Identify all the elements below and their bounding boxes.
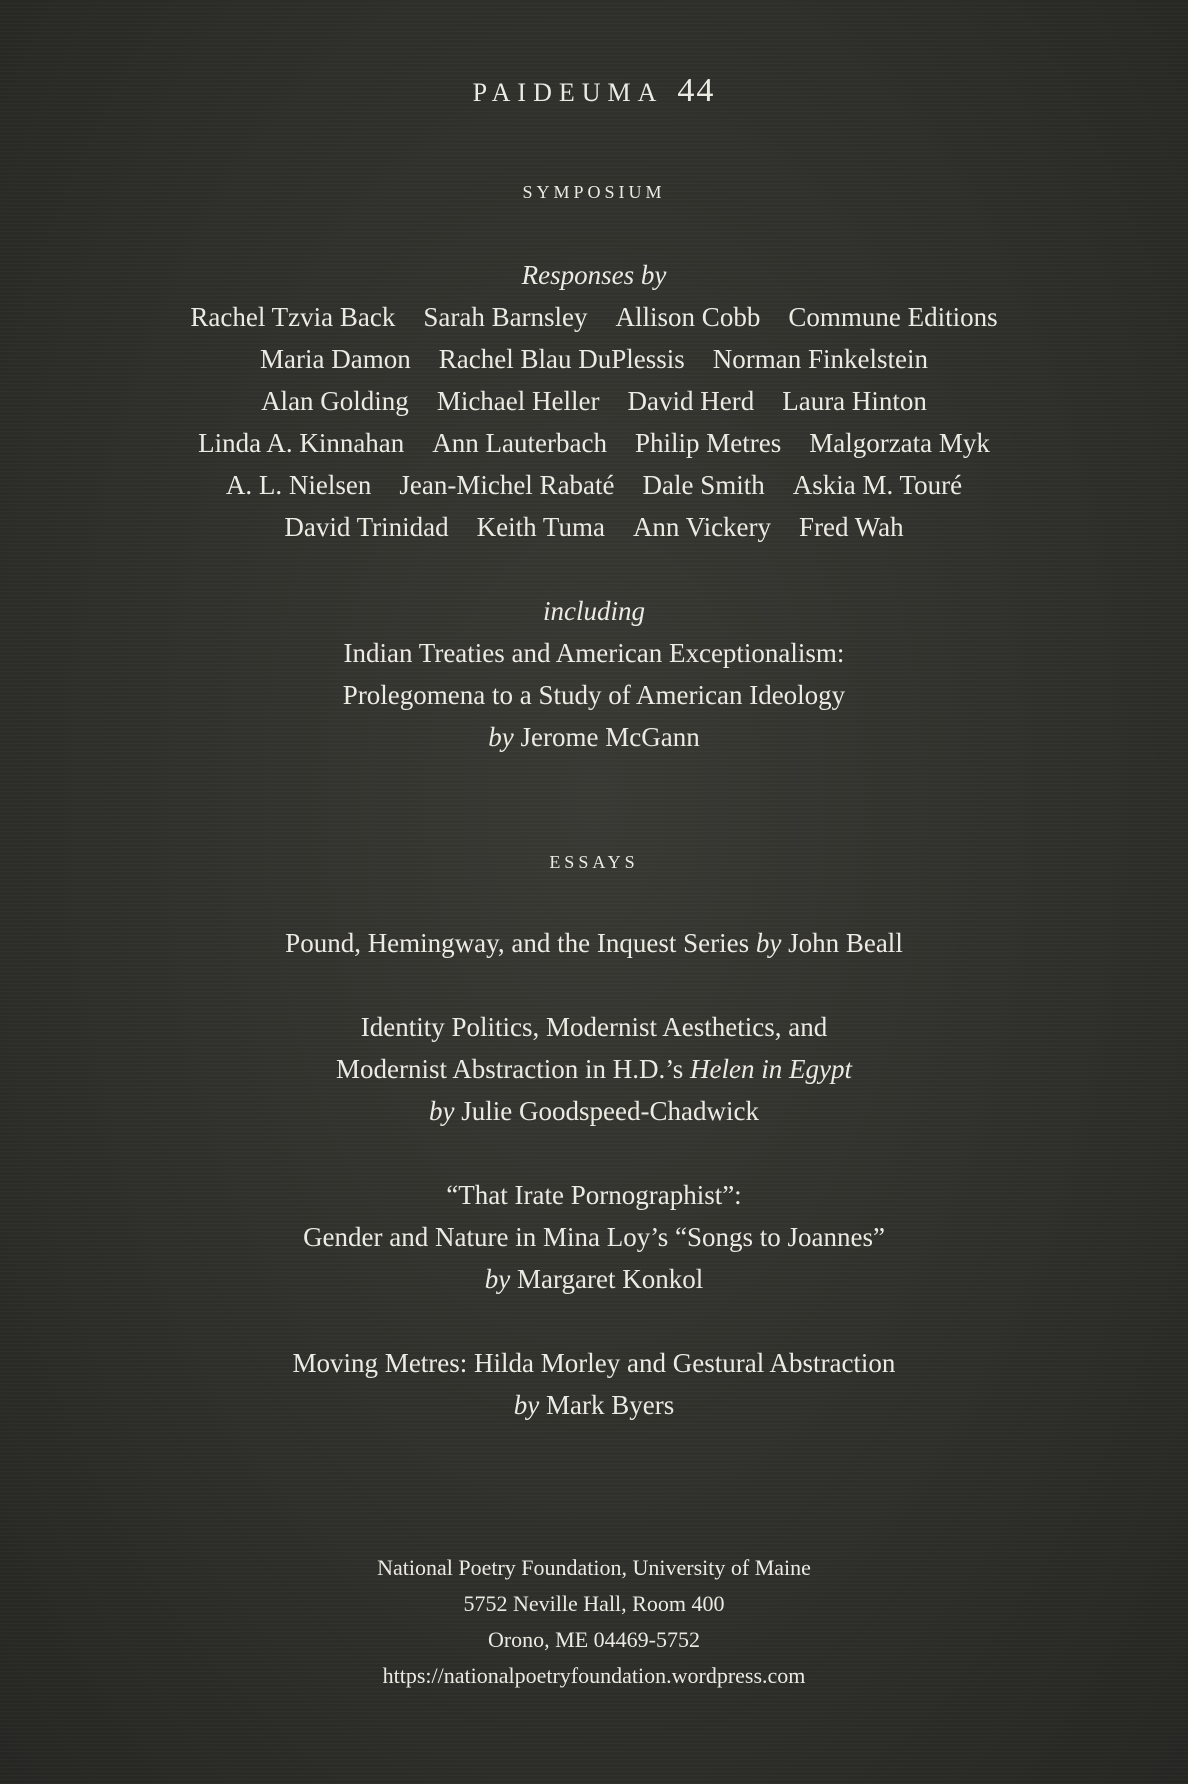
by-label: by <box>484 1264 511 1294</box>
publisher-address: 5752 Neville Hall, Room 400 <box>463 1591 725 1616</box>
essay-byline <box>0 1090 1188 1132</box>
essay-title-line <box>0 1048 1188 1090</box>
respondent-name: Askia M. Touré <box>792 470 963 500</box>
respondent-name: Allison Cobb <box>615 302 761 332</box>
journal-masthead <box>0 72 1188 110</box>
featured-article <box>0 590 1188 758</box>
symposium-heading: SYMPOSIUM <box>522 182 666 202</box>
feature-byline <box>0 716 1188 758</box>
respondent-name: Philip Metres <box>634 428 782 458</box>
respondent-name: A. L. Nielsen <box>225 470 372 500</box>
by-label: by <box>755 928 782 958</box>
essay-title-italic: Helen in Egypt <box>690 1054 852 1084</box>
respondent-name: Rachel Blau DuPlessis <box>438 344 685 374</box>
essay-entry <box>0 1174 1188 1300</box>
essay-entry <box>0 1342 1188 1426</box>
respondent-name: Alan Golding <box>261 386 409 416</box>
respondent-name: David Herd <box>627 386 755 416</box>
respondent-name: Commune Editions <box>788 302 998 332</box>
author-name: Mark Byers <box>546 1390 675 1420</box>
respondent-name: David Trinidad <box>284 512 449 542</box>
essay-byline <box>0 1384 1188 1426</box>
responses-section <box>0 254 1188 548</box>
respondent-name: Maria Damon <box>260 344 411 374</box>
essay-title-line: Gender and Nature in Mina Loy’s “Songs to Joannes” <box>303 1222 885 1252</box>
respondent-name: Fred Wah <box>799 512 904 542</box>
essay-title: Pound, Hemingway, and the Inquest Series <box>285 928 750 958</box>
essay-entry <box>0 922 1188 964</box>
respondent-row <box>0 338 1188 380</box>
respondent-row <box>0 506 1188 548</box>
respondent-name: Linda A. Kinnahan <box>198 428 405 458</box>
author-name: Jerome McGann <box>520 722 700 752</box>
by-label: by <box>488 722 514 752</box>
essay-title-line: Moving Metres: Hilda Morley and Gestural Abstraction <box>292 1348 896 1378</box>
by-label: by <box>429 1096 455 1126</box>
publisher-url: https://nationalpoetryfoundation.wordpress.com <box>382 1663 806 1688</box>
essays-heading: ESSAYS <box>549 852 639 872</box>
respondent-row <box>0 380 1188 422</box>
publisher-name: National Poetry Foundation, University of Maine <box>377 1555 811 1580</box>
issue-number: 44 <box>677 72 716 109</box>
respondent-name: Dale Smith <box>642 470 765 500</box>
respondent-name: Ann Vickery <box>632 512 772 542</box>
essay-entry <box>0 1006 1188 1132</box>
respondent-name: Ann Lauterbach <box>432 428 607 458</box>
respondent-name: Malgorzata Myk <box>809 428 990 458</box>
respondent-name: Laura Hinton <box>782 386 927 416</box>
respondent-name: Jean-Michel Rabaté <box>399 470 615 500</box>
essay-byline <box>0 1258 1188 1300</box>
respondent-row <box>0 422 1188 464</box>
respondent-name: Michael Heller <box>436 386 600 416</box>
including-label: including <box>543 596 645 626</box>
feature-title-line: Indian Treaties and American Exceptionalism: <box>343 638 845 668</box>
author-name: Margaret Konkol <box>517 1264 704 1294</box>
essay-title-line <box>0 922 1188 964</box>
author-name: Julie Goodspeed-Chadwick <box>461 1096 759 1126</box>
journal-title: PAIDEUMA <box>472 78 664 107</box>
respondent-row <box>0 464 1188 506</box>
essay-title-line: Identity Politics, Modernist Aesthetics, and <box>360 1012 828 1042</box>
respondent-list <box>0 296 1188 548</box>
publisher-info <box>0 1550 1188 1694</box>
respondent-name: Norman Finkelstein <box>712 344 928 374</box>
essay-title-line: “That Irate Pornographist”: <box>446 1180 742 1210</box>
respondent-name: Keith Tuma <box>476 512 605 542</box>
feature-title-line: Prolegomena to a Study of American Ideology <box>342 680 846 710</box>
publisher-city: Orono, ME 04469-5752 <box>487 1627 701 1652</box>
respondent-name: Rachel Tzvia Back <box>190 302 396 332</box>
by-label: by <box>513 1390 540 1420</box>
essay-title-part: Modernist Abstraction in H.D.’s <box>336 1054 684 1084</box>
responses-by-label: Responses by <box>521 260 667 290</box>
respondent-row <box>0 296 1188 338</box>
respondent-name: Sarah Barnsley <box>423 302 588 332</box>
author-name: John Beall <box>788 928 903 958</box>
